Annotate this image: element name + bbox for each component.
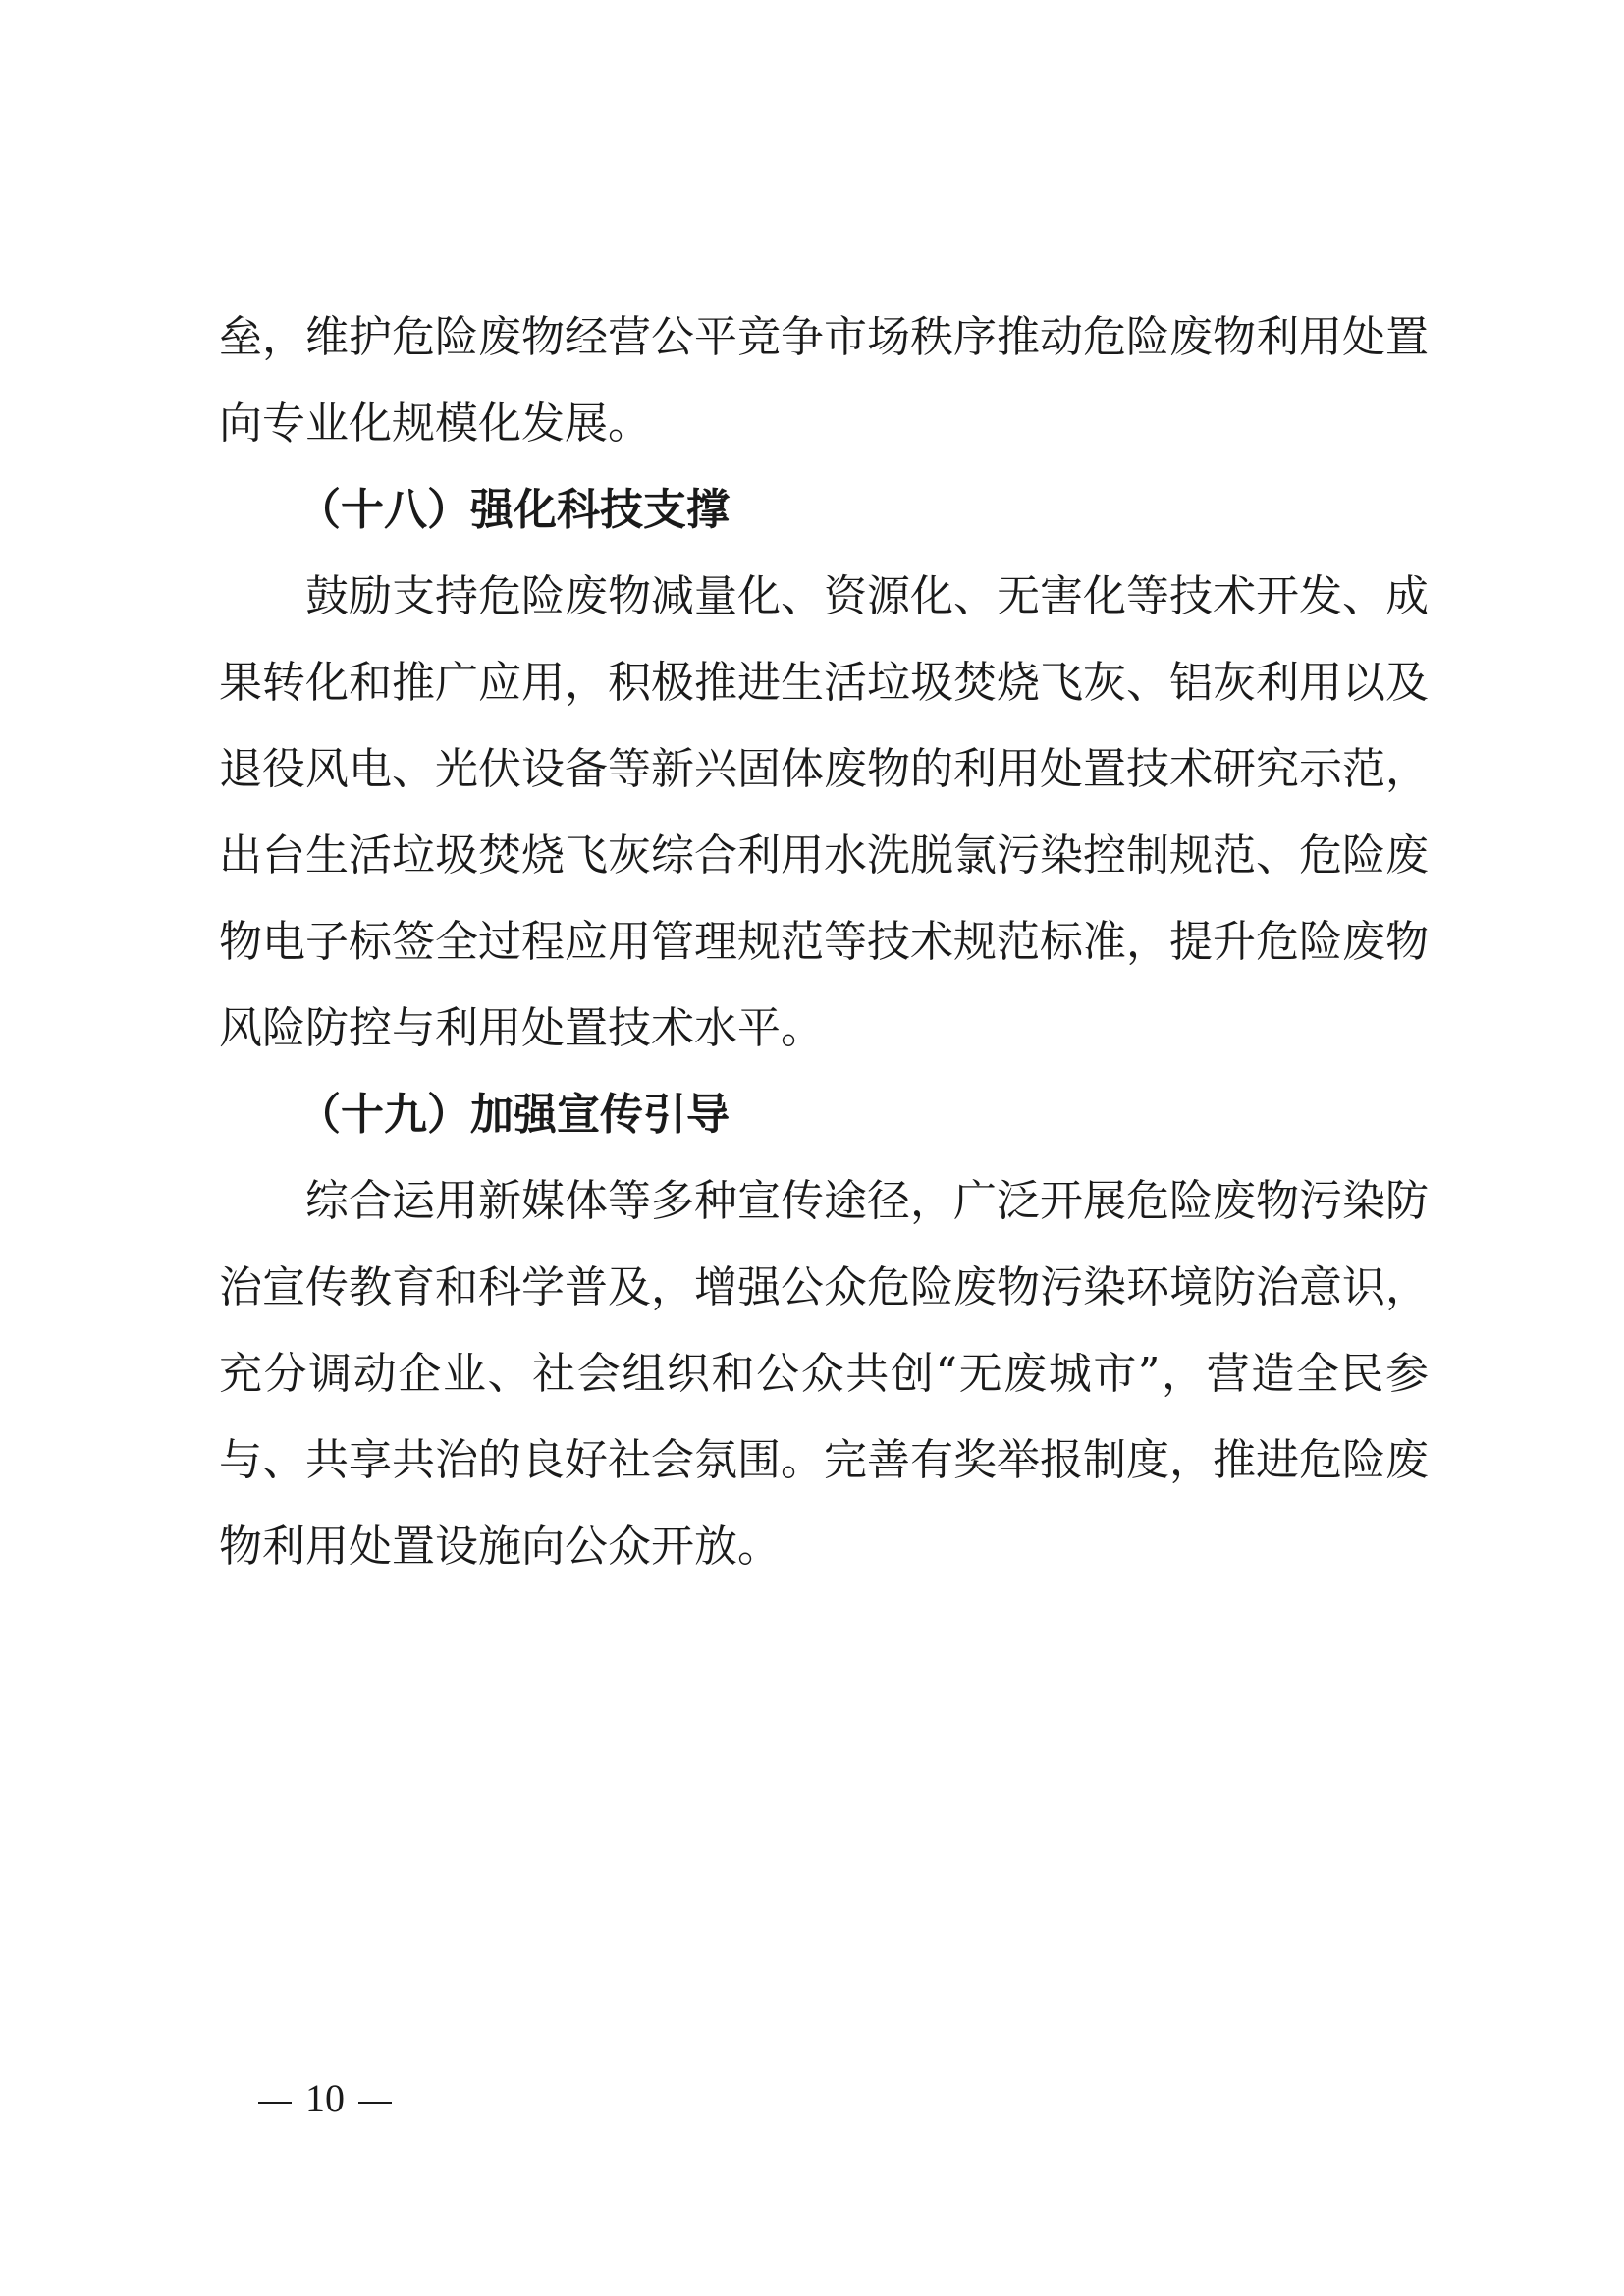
paragraph-tech-support [219,554,1429,1072]
paragraph-line: 物利用处置设施向公众开放。 [219,1522,781,1572]
paragraph-line: 出台生活垃圾焚烧飞灰综合利用水洗脱氯污染控制规范、危险废 [219,830,1429,881]
page-number: 10 [305,2076,345,2120]
paragraph-publicity [219,1158,1429,1590]
page-number-footer [258,2069,392,2128]
paragraph-line: 退役风电、光伏设备等新兴固体废物的利用处置技术研究示范， [219,744,1429,794]
dash-left [258,2102,292,2104]
paragraph-line: 综合运用新媒体等多种宣传途径，广泛开展危险废物污染防 [305,1176,1429,1226]
paragraph-line: 与、共享共治的良好社会氛围。完善有奖举报制度，推进危险废 [219,1435,1429,1485]
paragraph-line: 风险防控与利用处置技术水平。 [219,1003,824,1053]
section-heading-19: （十九）加强宣传引导 [298,1090,730,1140]
paragraph-line: 果转化和推广应用，积极推进生活垃圾焚烧飞灰、铝灰利用以及 [219,658,1429,708]
paragraph-line: 鼓励支持危险废物减量化、资源化、无害化等技术开发、成 [305,571,1429,621]
paragraph-line: 向专业化规模化发展。 [219,399,651,449]
paragraph-continuation [219,294,1429,467]
paragraph-line: 治宣传教育和科学普及，增强公众危险废物污染环境防治意识， [219,1262,1429,1312]
paragraph-line: 垒，维护危险废物经营公平竞争市场秩序推动危险废物利用处置 [219,312,1429,362]
paragraph-line: 物电子标签全过程应用管理规范等技术规范标准，提升危险废物 [219,917,1429,967]
section-heading-18: （十八）强化科技支撑 [298,485,730,535]
dash-right [358,2102,392,2104]
document-body [219,294,1429,1590]
paragraph-line: 充分调动企业、社会组织和公众共创“无废城市”，营造全民参 [219,1349,1429,1399]
